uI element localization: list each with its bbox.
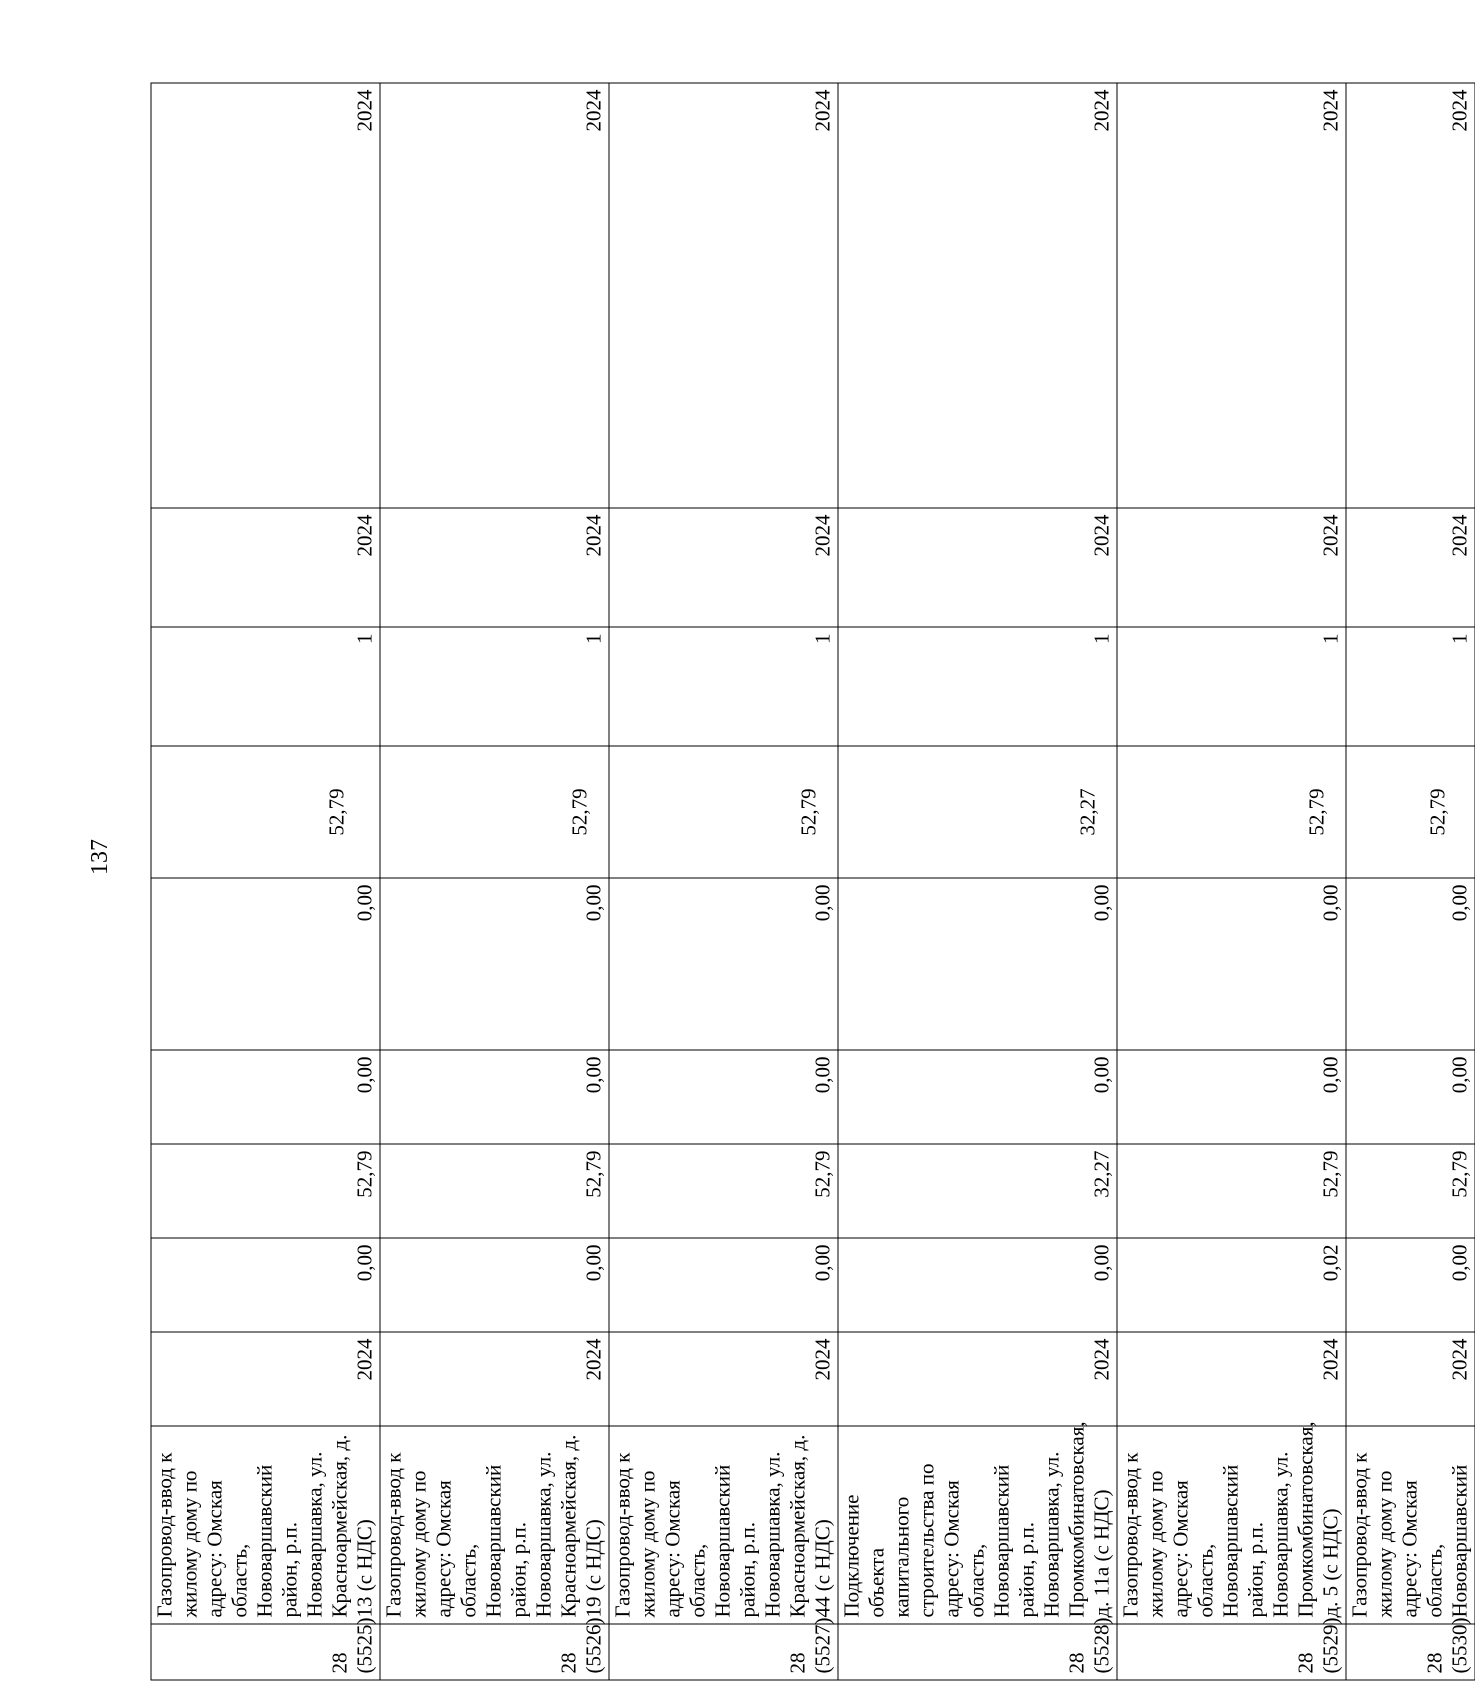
value-cell: 0,00 (838, 878, 1117, 1050)
table-row (151, 83, 380, 1680)
table-row (1346, 83, 1475, 1680)
value-cell-centered: 32,27 (838, 746, 1117, 878)
value-cell: 0,00 (609, 878, 838, 1050)
year-cell: 2024 (609, 1332, 838, 1426)
object-name: Подключение объекта капитального строительства по адресу: Омская область, Нововаршавский район, р.п. Нововаршавка, ул. Промкомбинатовская, д. 11а (с НДС) (838, 1426, 1117, 1624)
row-number: 28 (5530) (1346, 1624, 1475, 1680)
year-cell: 2024 (838, 83, 1117, 508)
quantity-cell: 1 (380, 627, 609, 746)
value-cell: 0,00 (609, 1238, 838, 1332)
value-cell-centered: 52,79 (1346, 746, 1475, 878)
year-cell: 2024 (1117, 83, 1346, 508)
year-cell: 2024 (151, 508, 380, 627)
value-cell: 0,00 (151, 878, 380, 1050)
row-number: 28 (5529) (1117, 1624, 1346, 1680)
value-cell-centered: 52,79 (609, 746, 838, 878)
year-cell: 2024 (1346, 1332, 1475, 1426)
table-row (609, 83, 838, 1680)
value-cell: 52,79 (1346, 1144, 1475, 1238)
object-name: Газопровод-ввод к жилому дому по адресу: Омская область, Нововаршавский (1346, 1426, 1475, 1624)
value-cell: 0,00 (1346, 1238, 1475, 1332)
rotated-table-container (150, 83, 1471, 1680)
row-number: 28 (5528) (838, 1624, 1117, 1680)
object-name: Газопровод-ввод к жилому дому по адресу: Омская область, Нововаршавский район, р.п. Нововаршавка, ул. Красноармейская, д. 19 (с НДС) (380, 1426, 609, 1624)
quantity-cell: 1 (151, 627, 380, 746)
table-row (838, 83, 1117, 1680)
value-cell: 0,00 (609, 1050, 838, 1144)
year-cell: 2024 (380, 508, 609, 627)
year-cell: 2024 (1117, 1332, 1346, 1426)
value-cell-centered: 52,79 (1117, 746, 1346, 878)
year-cell: 2024 (838, 508, 1117, 627)
quantity-cell: 1 (838, 627, 1117, 746)
value-cell: 0,00 (838, 1238, 1117, 1332)
year-cell: 2024 (1346, 508, 1475, 627)
object-name: Газопровод-ввод к жилому дому по адресу: Омская область, Нововаршавский район, р.п. Нововаршавка, ул. Промкомбинатовская, д. 5 (с НДС) (1117, 1426, 1346, 1624)
value-cell: 0,00 (151, 1050, 380, 1144)
value-cell: 0,00 (380, 878, 609, 1050)
year-cell: 2024 (151, 1332, 380, 1426)
value-cell-centered: 52,79 (151, 746, 380, 878)
value-cell: 0,00 (380, 1238, 609, 1332)
year-cell: 2024 (380, 1332, 609, 1426)
row-number: 28 (5527) (609, 1624, 838, 1680)
row-number: 28 (5525) (151, 1624, 380, 1680)
object-name: Газопровод-ввод к жилому дому по адресу: Омская область, Нововаршавский район, р.п. Нововаршавка, ул. Красноармейская, д. 44 (с НДС) (609, 1426, 838, 1624)
table-body (151, 83, 1475, 1680)
year-cell: 2024 (609, 508, 838, 627)
value-cell: 0,00 (1117, 878, 1346, 1050)
value-cell: 0,02 (1117, 1238, 1346, 1332)
value-cell: 0,00 (1117, 1050, 1346, 1144)
data-table (150, 82, 1475, 1680)
year-cell: 2024 (1117, 508, 1346, 627)
object-name: Газопровод-ввод к жилому дому по адресу: Омская область, Нововаршавский район, р.п. Нововаршавка, ул. Красноармейская, д. 13 (с НДС) (151, 1426, 380, 1624)
quantity-cell: 1 (609, 627, 838, 746)
value-cell: 52,79 (151, 1144, 380, 1238)
value-cell: 0,00 (151, 1238, 380, 1332)
quantity-cell: 1 (1117, 627, 1346, 746)
year-cell: 2024 (838, 1332, 1117, 1426)
year-cell: 2024 (151, 83, 380, 508)
page-number: 137 (87, 839, 113, 875)
year-cell: 2024 (380, 83, 609, 508)
year-cell: 2024 (1346, 83, 1475, 508)
value-cell: 52,79 (609, 1144, 838, 1238)
value-cell: 0,00 (838, 1050, 1117, 1144)
quantity-cell: 1 (1346, 627, 1475, 746)
year-cell: 2024 (609, 83, 838, 508)
table-row (380, 83, 609, 1680)
table-row (1117, 83, 1346, 1680)
value-cell: 32,27 (838, 1144, 1117, 1238)
value-cell: 0,00 (1346, 878, 1475, 1050)
value-cell: 52,79 (1117, 1144, 1346, 1238)
row-number: 28 (5526) (380, 1624, 609, 1680)
value-cell: 52,79 (380, 1144, 609, 1238)
value-cell: 0,00 (1346, 1050, 1475, 1144)
value-cell: 0,00 (380, 1050, 609, 1144)
value-cell-centered: 52,79 (380, 746, 609, 878)
